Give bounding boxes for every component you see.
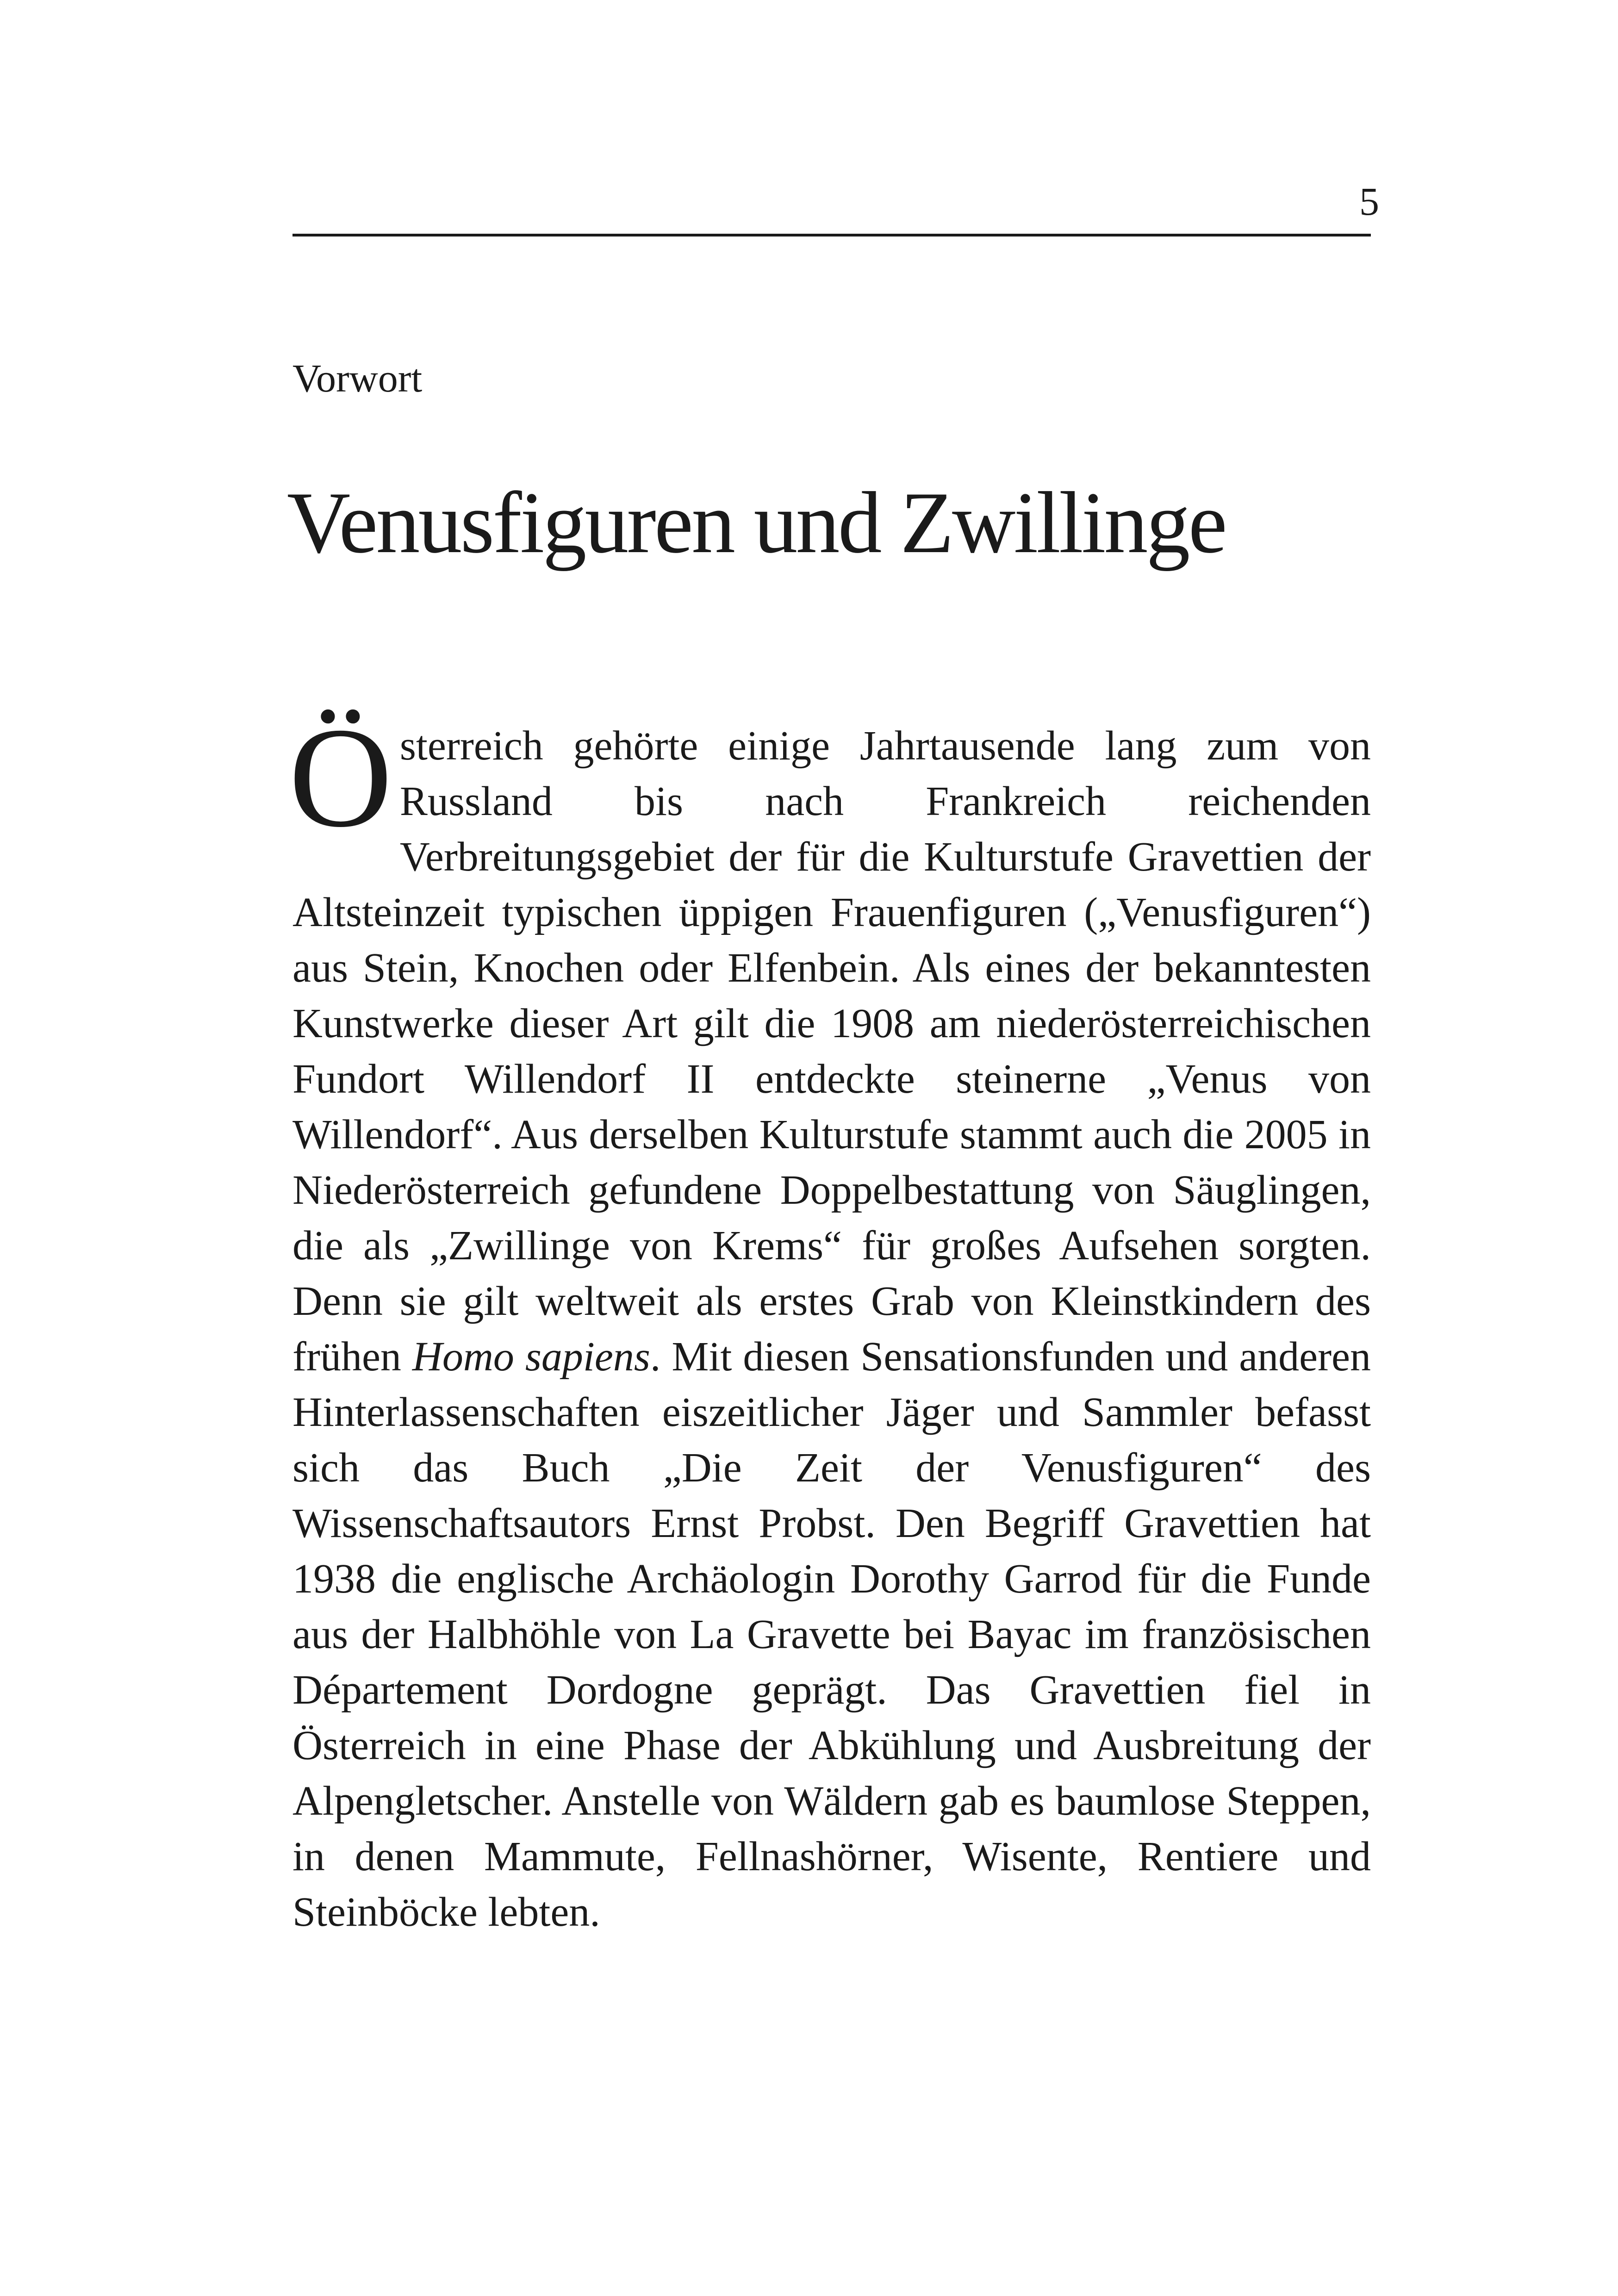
section-label: Vorwort (292, 356, 423, 400)
body-text-part-1: sterreich gehörte einige Jahrtausende lang zum von Russland bis nach Frankreich reichenden Verbreitungsgebiet der für die Kulturstufe Gravettien der Altsteinzeit typischen üppigen Frauenfiguren („Venusfiguren“) aus Stein, Knochen oder Elfenbein. Als eines der bekanntesten Kunstwerke dieser Art gilt die 1908 am niederösterreichischen Fundort Willendorf II entdeckte steinerne „Venus von Willendorf“. Aus derselben Kulturstufe stammt auch die 2005 in Niederösterreich gefundene Doppelbestattung von Säuglingen, die als „Zwillinge von Krems“ für großes Aufsehen sorgten. Denn sie gilt weltweit als erstes Grab von Kleinstkindern des frühen (292, 723, 1371, 1380)
drop-cap: Ö (289, 698, 392, 857)
italic-term: Homo sapiens (412, 1334, 650, 1380)
body-paragraph (289, 698, 1371, 1940)
page-number: 5 (1359, 179, 1379, 224)
chapter-title: Venusfiguren und Zwillinge (287, 474, 1226, 572)
body-text-part-2: . Mit diesen Sensationsfunden und anderen Hinterlassenschaften eiszeitlicher Jäger und Sammler befasst sich das Buch „Die Zeit der Venusfiguren“ des Wissenschaftsautors Ernst Probst. Den Begriff Gravettien hat 1938 die englische Archäologin Dorothy Garrod für die Funde aus der Halbhöhle von La Gravette bei Bayac im französischen Département Dordogne geprägt. Das Gravettien fiel in Österreich in eine Phase der Abkühlung und Ausbreitung der Alpengletscher. Anstelle von Wäldern gab es baumlose Steppen, in denen Mammute, Fellnashörner, Wisente, Rentiere und Steinböcke lebten. (292, 1334, 1371, 1935)
header-rule (292, 234, 1371, 236)
